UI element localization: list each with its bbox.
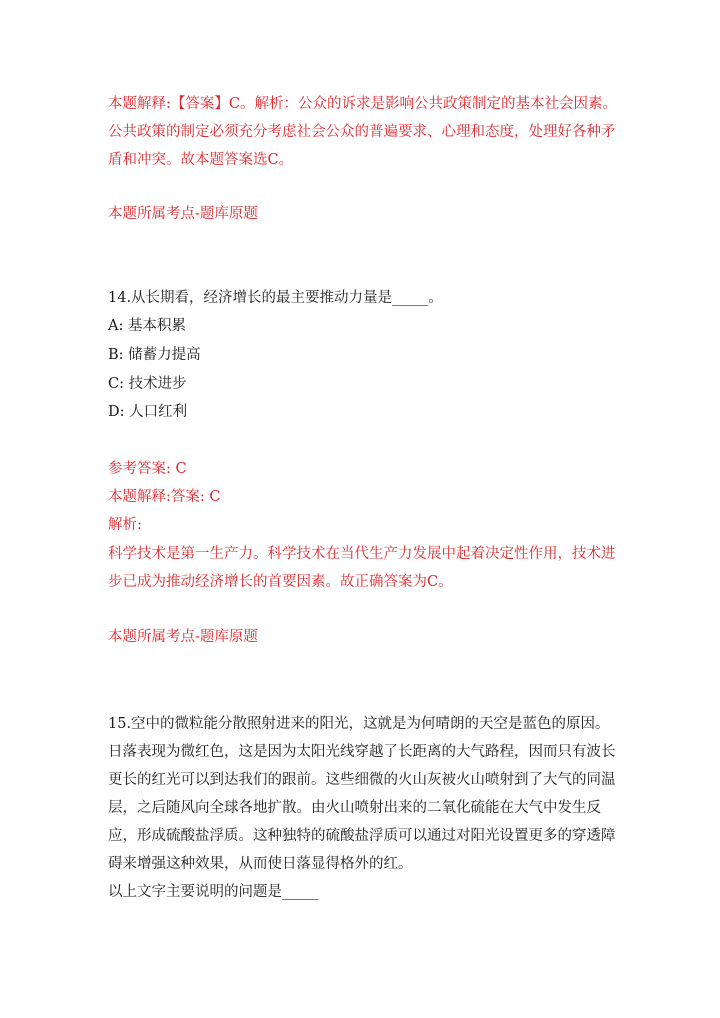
q14-analysis-label: 解析: [108, 517, 142, 533]
q14-option-c: C: 技术进步 [108, 376, 187, 392]
q14-source: 本题所属考点-题库原题 [108, 629, 258, 645]
q14-option-d: D: 人口红利 [108, 404, 188, 420]
q14-question: 14.从长期看，经济增长的最主要推动力量是_____。 [108, 290, 443, 306]
q15-passage: 15.空中的微粒能分散照射进来的阳光，这就是为何晴朗的天空是蓝色的原因。日落表现为微红色，这是因为太阳光线穿越了长距离的大气路程，因而只有波长更长的红光可以到达我们的跟前。这些细微的火山灰被火山喷射到了大气的同温层，之后随风向全球各地扩散。由火山喷射出来的二氧化硫能在大气中发生反应，形成硫酸盐浮质。这种独特的硫酸盐浮质可以通过对阳光设置更多的穿透障碍来增强这种效果，从而使日落显得格外的红。 [108, 716, 616, 872]
q14-explanation-answer: 本题解释:答案: C [108, 489, 221, 505]
q14-analysis: 科学技术是第一生产力。科学技术在当代生产力发展中起着决定性作用，技术进步已成为推动经济增长的首要因素。故正确答案为C。 [108, 546, 616, 590]
q14-reference-answer: 参考答案: C [108, 461, 187, 477]
q13-source: 本题所属考点-题库原题 [108, 206, 258, 222]
q14-option-b: B: 储蓄力提高 [108, 347, 201, 363]
q13-explanation: 本题解释:【答案】C。解析：公众的诉求是影响公共政策制定的基本社会因素。公共政策的制定必须充分考虑社会公众的普遍要求、心理和态度，处理好各种矛盾和冲突。故本题答案选C。 [108, 96, 617, 168]
q15-prompt: 以上文字主要说明的问题是_____ [108, 884, 319, 900]
q14-option-a: A: 基本积累 [108, 318, 186, 334]
